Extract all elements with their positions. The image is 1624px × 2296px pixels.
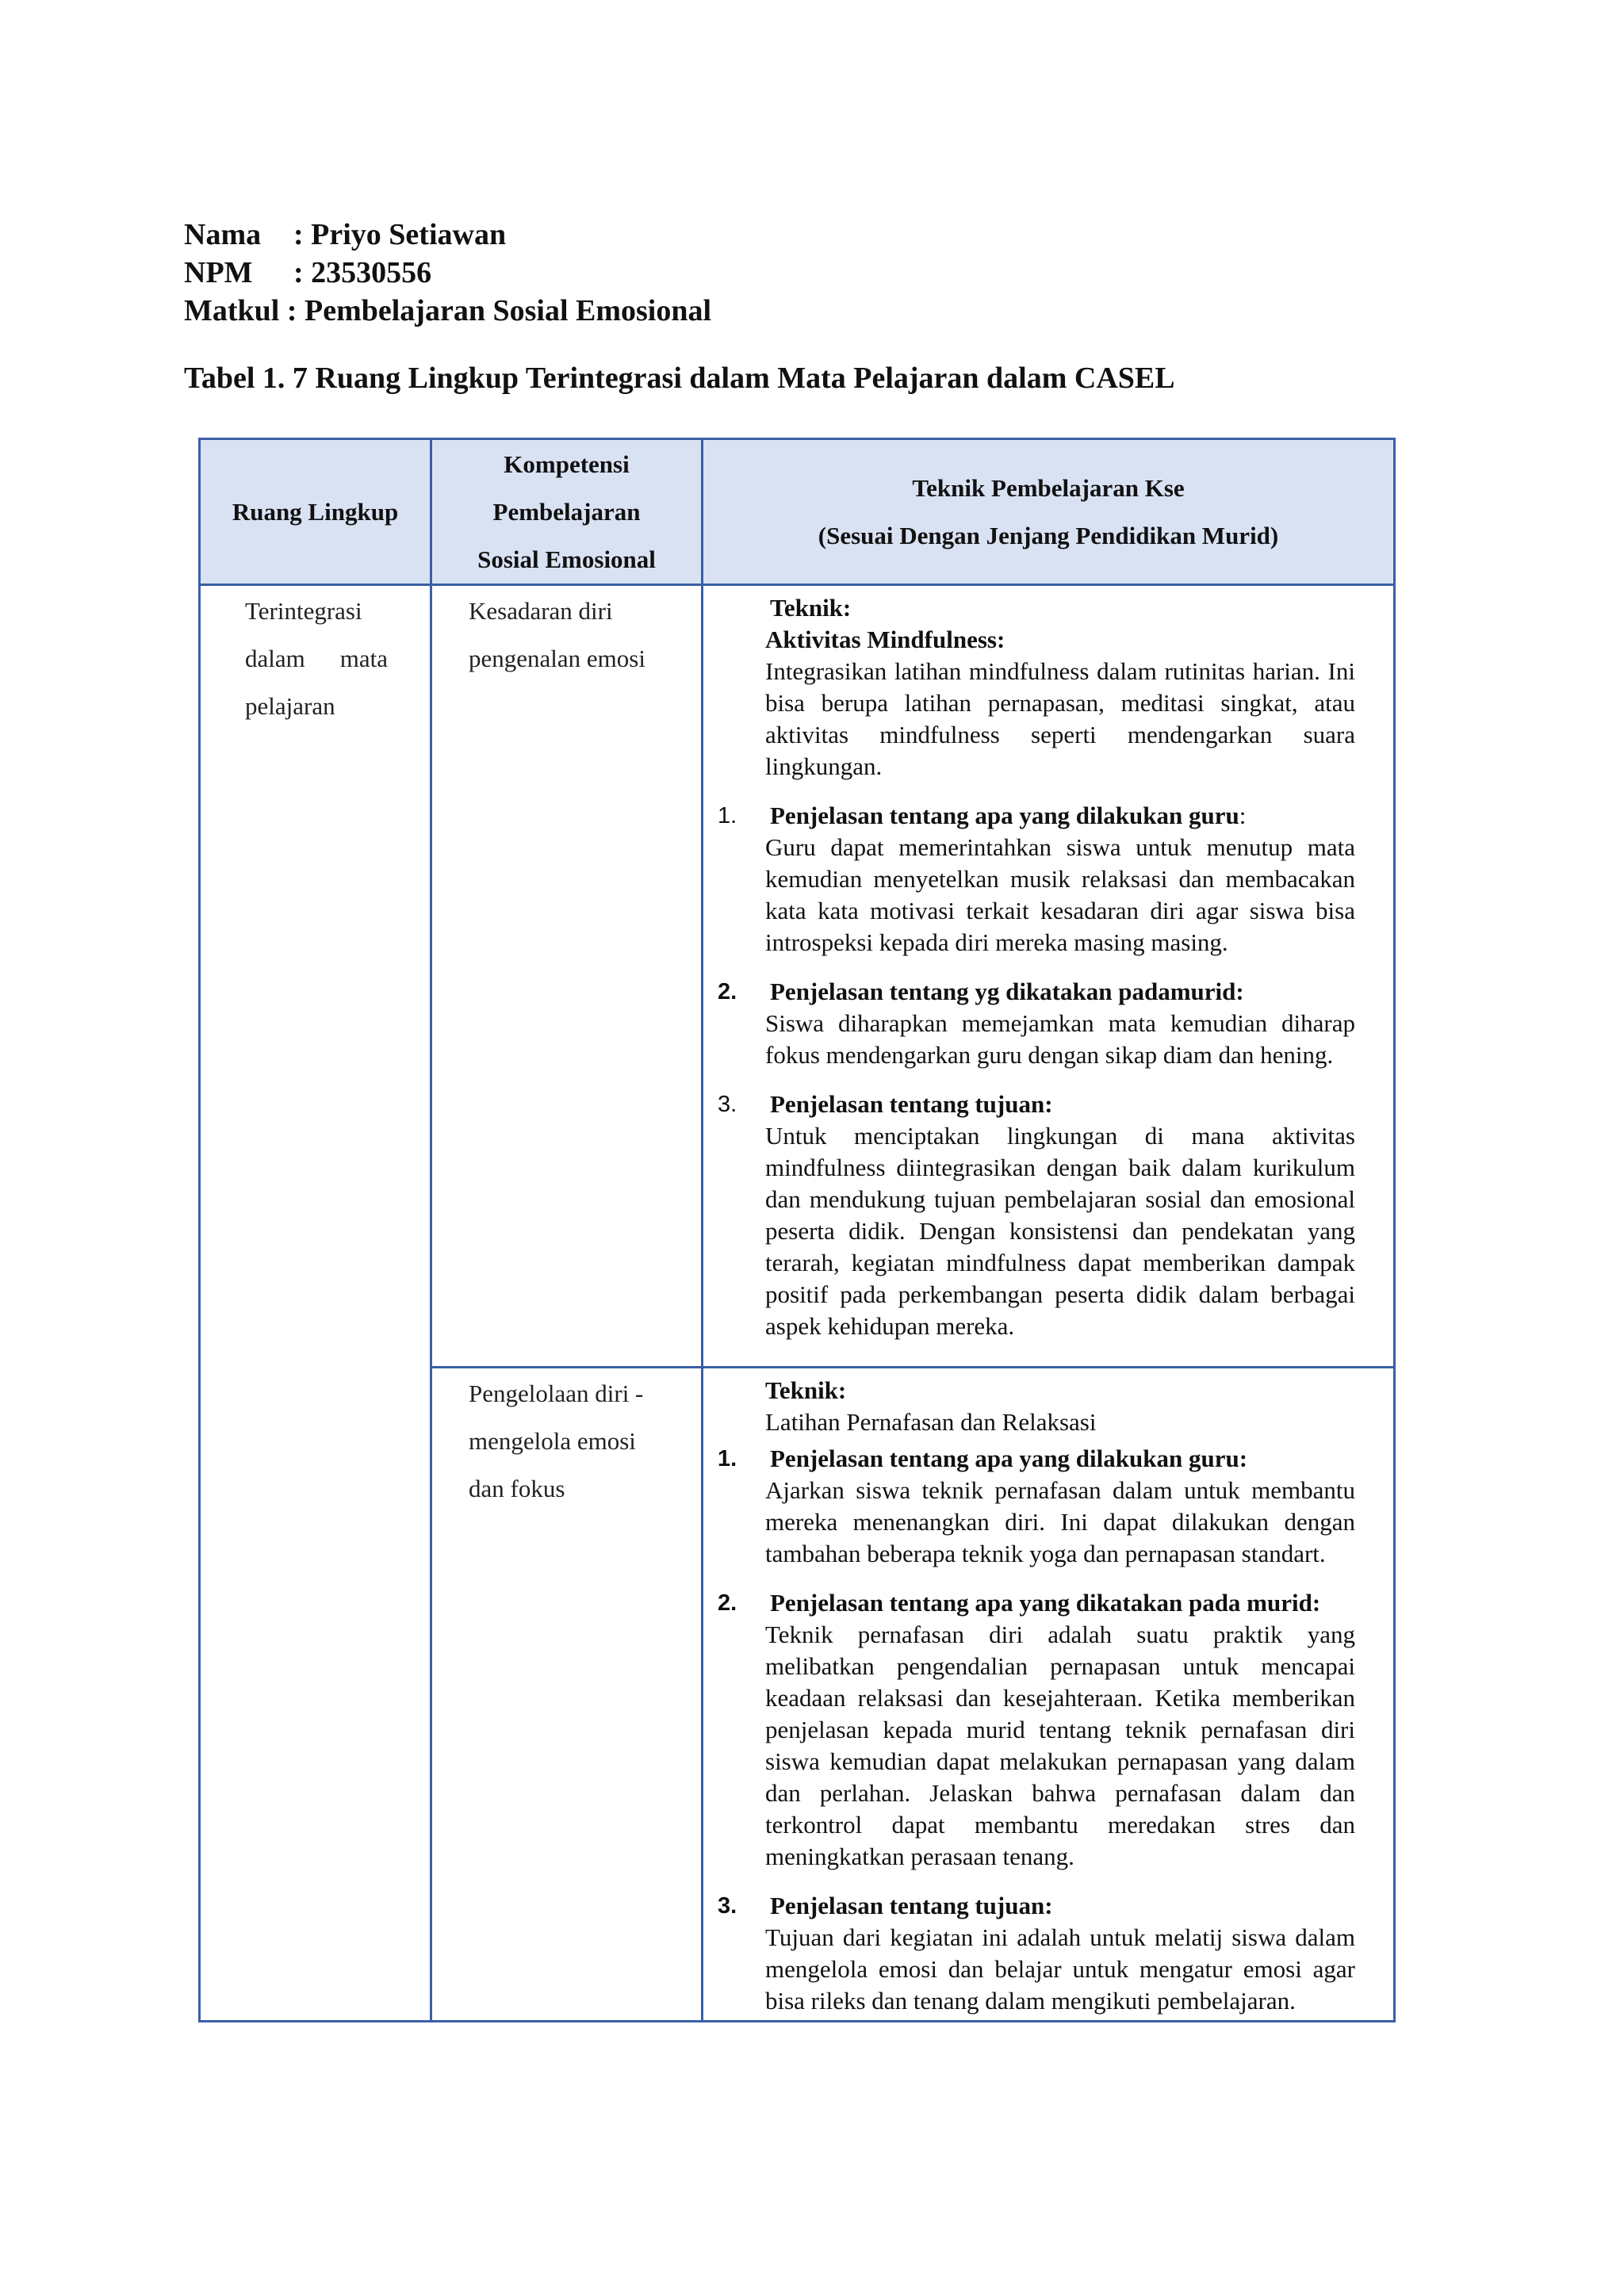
teknik-desc: Integrasikan latihan mindfulness dalam rutinitas harian. Ini bisa berupa latihan pernapasan, meditasi singkat, atau aktivitas mindfulness seperti mendengarkan suara lingkungan. [765,657,1355,780]
item-body: Untuk menciptakan lingkungan di mana aktivitas mindfulness diintegrasikan dengan baik dalam kurikulum dan mendukung tujuan pembelajaran sosial dan emosional peserta didik. Dengan konsistensi dan pendekatan yang terarah, kegiatan mindfulness dapat memberikan dampak positif pada perkembangan peserta didik dalam berbagai aspek kehidupan mereka. [765,1122,1355,1340]
list-item [718,800,1355,959]
list-item [718,976,1355,1071]
npm-value: : 23530556 [293,256,432,289]
header-npm [184,254,431,292]
table-row [200,585,1395,1368]
list-item [718,1089,1355,1342]
item-number: 1. [718,803,737,828]
kompetensi-line: dan fokus [469,1475,565,1502]
table-title: Tabel 1. 7 Ruang Lingkup Terintegrasi dalam Mata Pelajaran dalam CASEL [184,362,1175,395]
item-title: Penjelasan tentang yg dikatakan padamurid: [770,978,1244,1005]
kompetensi-line: mengelola emosi [469,1427,636,1455]
item-number: 2. [718,979,737,1004]
item-title: Penjelasan tentang tujuan: [770,1892,1053,1919]
ruang-lingkup-line: Terintegrasi [245,597,362,625]
kompetensi-line: Kesadaran diri [469,597,613,625]
item-body: Teknik pernafasan diri adalah suatu praktik yang melibatkan pengendalian pernapasan untuk mencapai keadaan relaksasi dan kesejahteraan. Ketika memberikan penjelasan kepada murid tentang teknik pernafasan diri siswa kemudian dapat melakukan pernapasan yang dalam dan perlahan. Jelaskan bahwa pernafasan dalam dan terkontrol dapat membantu meredakan stres dan meningkatkan perasaan tenang. [765,1621,1355,1870]
ruang-lingkup-line: pelajaran [245,692,335,720]
header-teknik: Teknik Pembelajaran Kse (Sesuai Dengan Jenjang Pendidikan Murid) [703,439,1395,585]
list-item [718,1890,1355,2017]
teknik-label: Teknik: [765,1376,847,1404]
item-number: 2. [718,1590,737,1616]
teknik-cell [703,585,1395,1368]
header-matkul [184,292,711,330]
header-ruang-lingkup: Ruang Lingkup [200,439,431,585]
nama-value: : Priyo Setiawan [293,218,507,251]
casel-table [198,438,1396,2022]
item-body: Tujuan dari kegiatan ini adalah untuk melatij siswa dalam mengelola emosi dan belajar untuk mengatur emosi agar bisa rileks dan tenang dalam mengikuti pembelajaran. [765,1923,1355,2015]
teknik-label: Teknik: [770,594,852,622]
teknik-name: Aktivitas Mindfulness: [765,626,1005,653]
item-number: 1. [718,1446,737,1471]
item-title: Penjelasan tentang apa yang dikatakan pada murid: [770,1589,1321,1617]
item-body: Ajarkan siswa teknik pernafasan dalam untuk membantu mereka menenangkan diri. Ini dapat dilakukan dengan tambahan beberapa teknik yoga dan pernapasan standart. [765,1476,1355,1567]
item-number: 3. [718,1092,737,1117]
item-title: Penjelasan tentang tujuan: [770,1090,1053,1118]
ruang-lingkup-cell [200,585,431,2022]
item-title: Penjelasan tentang apa yang dilakukan guru: [770,802,1247,829]
table-header-row [200,439,1395,585]
kompetensi-line: Pengelolaan diri - [469,1380,644,1407]
nama-label: Nama [184,218,262,251]
list-item [718,1587,1355,1873]
header-nama [184,216,506,254]
teknik-cell [703,1368,1395,2022]
item-body: Guru dapat memerintahkan siswa untuk menutup mata kemudian menyetelkan musik relaksasi dan membacakan kata kata motivasi terkait kesadaran diri agar siswa bisa introspeksi kepada diri mereka masing masing. [765,833,1355,956]
teknik-name: Latihan Pernafasan dan Relaksasi [765,1408,1097,1436]
list-item [718,1443,1355,1570]
ruang-lingkup-line: dalam mata [245,645,388,672]
npm-label: NPM [184,256,253,289]
matkul-label: Matkul [184,294,280,327]
kompetensi-line: pengenalan emosi [469,645,645,672]
matkul-value: : Pembelajaran Sosial Emosional [286,294,712,327]
kompetensi-cell [431,585,703,1368]
item-number: 3. [718,1893,737,1919]
kompetensi-cell [431,1368,703,2022]
header-kompetensi: Kompetensi Pembelajaran Sosial Emosional [431,439,703,585]
item-body: Siswa diharapkan memejamkan mata kemudian diharap fokus mendengarkan guru dengan sikap diam dan hening. [765,1009,1355,1069]
item-title: Penjelasan tentang apa yang dilakukan guru: [770,1445,1248,1472]
